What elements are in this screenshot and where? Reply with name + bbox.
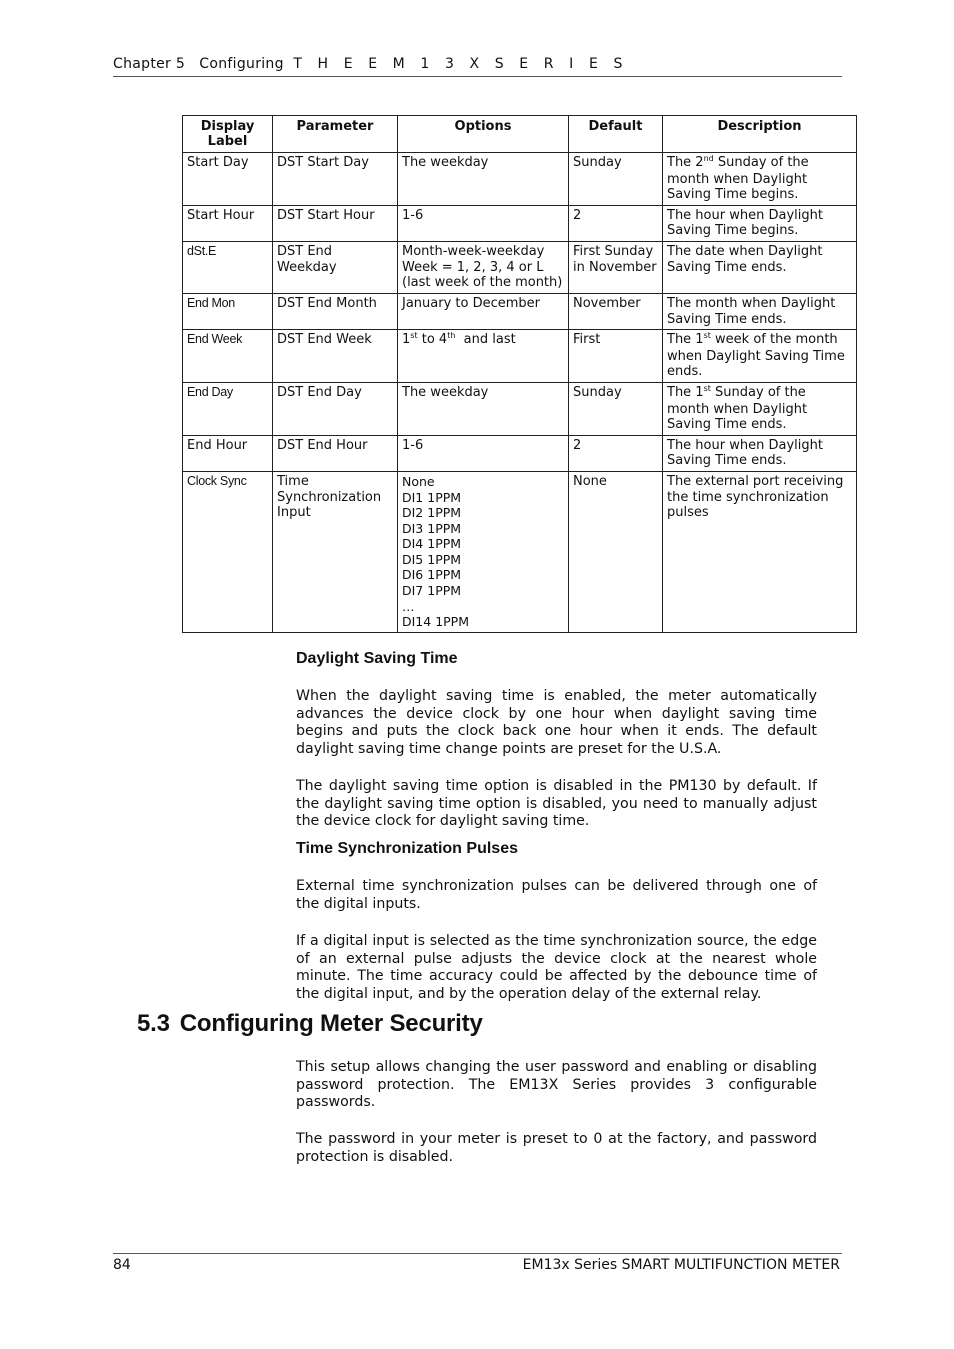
tsp-paragraph-2: If a digital input is selected as the time synchronization source, the edge of an external pulse adjusts the device clock at the nearest whole minute. The time accuracy could be affected by the debounce time of the digital input, and by the operation delay of the external relay. xyxy=(296,933,817,1002)
cell-parameter: Time Synchronization Input xyxy=(273,471,398,632)
cell-default: First Sunday in November xyxy=(569,241,663,293)
table-row xyxy=(183,330,857,383)
cell-options: 1-6 xyxy=(398,435,569,471)
desc-superscript: st xyxy=(703,331,711,341)
header-description: Description xyxy=(663,116,857,153)
cell-description xyxy=(663,153,857,206)
desc-text: The 1 xyxy=(667,332,704,348)
chapter-title-prefix: Configuring xyxy=(199,56,284,72)
cell-label: End Week xyxy=(183,330,273,383)
table-row xyxy=(183,241,857,293)
cell-description: The hour when Daylight Saving Time begins. xyxy=(663,205,857,241)
header-default: Default xyxy=(569,116,663,153)
section-number: 5.3 xyxy=(137,1010,170,1037)
options-superscript: th xyxy=(447,331,456,341)
cell-parameter: DST End Month xyxy=(273,293,398,329)
desc-superscript: nd xyxy=(703,154,714,163)
table-row xyxy=(183,382,857,435)
cell-default: Sunday xyxy=(569,382,663,435)
table-row xyxy=(183,435,857,471)
cell-label: Clock Sync xyxy=(183,471,273,632)
table-row xyxy=(183,205,857,241)
cell-options xyxy=(398,330,569,383)
header-options: Options xyxy=(398,116,569,153)
section-title: Configuring Meter Security xyxy=(179,1010,483,1037)
security-paragraph-1: This setup allows changing the user password and enabling or disabling password protection. The EM13X Series provides 3 configurable passwords. xyxy=(296,1059,817,1111)
dst-heading: Daylight Saving Time xyxy=(296,650,458,667)
table-header-row xyxy=(183,116,857,153)
cell-default: November xyxy=(569,293,663,329)
cell-parameter: DST End Day xyxy=(273,382,398,435)
desc-text: Sunday of the month when Daylight Saving Time begins. xyxy=(667,155,809,203)
table-row xyxy=(183,293,857,329)
cell-default: 2 xyxy=(569,435,663,471)
cell-parameter: DST End Weekday xyxy=(273,241,398,293)
table-row xyxy=(183,471,857,632)
cell-options: Month-week-weekday Week = 1, 2, 3, 4 or L (last week of the month) xyxy=(398,241,569,293)
cell-parameter: DST Start Hour xyxy=(273,205,398,241)
cell-default: 2 xyxy=(569,205,663,241)
footer-doc-title: EM13x Series SMART MULTIFUNCTION METER xyxy=(522,1257,840,1273)
section-heading xyxy=(137,1010,483,1038)
cell-label: End Hour xyxy=(183,435,273,471)
options-text: and last xyxy=(455,332,516,348)
cell-options: 1-6 xyxy=(398,205,569,241)
tsp-heading: Time Synchronization Pulses xyxy=(296,840,518,857)
cell-label: End Day xyxy=(183,382,273,435)
dst-paragraph-2: The daylight saving time option is disabled in the PM130 by default. If the daylight saving time option is disabled, you need to manually adjust the device clock for daylight saving time. xyxy=(296,778,817,830)
chapter-title xyxy=(113,56,628,72)
cell-description xyxy=(663,330,857,383)
dst-paragraph-1: When the daylight saving time is enabled, the meter automatically advances the device clock by one hour when daylight saving time begins and puts the clock back one hour when it ends. The default daylight saving time change points are preset for the U.S.A. xyxy=(296,688,817,757)
dst-parameters-table xyxy=(182,115,857,633)
desc-text: The 2 xyxy=(667,155,704,170)
desc-text: Sunday of the month when Daylight Saving Time ends. xyxy=(667,384,808,433)
header-display-label: Display Label xyxy=(183,116,273,153)
options-text: to 4 xyxy=(417,332,448,348)
cell-options: None DI1 1PPM DI2 1PPM DI3 1PPM DI4 1PPM DI5 1PPM DI6 1PPM DI7 1PPM … DI14 1PPM xyxy=(398,471,569,632)
cell-description xyxy=(663,382,857,435)
cell-description: The date when Daylight Saving Time ends. xyxy=(663,241,857,293)
tsp-paragraph-1: External time synchronization pulses can be delivered through one of the digital inputs. xyxy=(296,878,817,912)
page-footer xyxy=(113,1253,842,1276)
cell-default: None xyxy=(569,471,663,632)
cell-default: First xyxy=(569,330,663,383)
cell-options: The weekday xyxy=(398,153,569,206)
cell-options: January to December xyxy=(398,293,569,329)
table-row xyxy=(183,153,857,206)
chapter-title-spaced: T H E E M 1 3 X S E R I E S xyxy=(293,56,628,72)
header-parameter: Parameter xyxy=(273,116,398,153)
cell-label: dSt.E xyxy=(183,241,273,293)
cell-label: Start Hour xyxy=(183,205,273,241)
cell-parameter: DST End Hour xyxy=(273,435,398,471)
desc-text: week of the month when Daylight Saving Time ends. xyxy=(667,332,845,380)
cell-description: The hour when Daylight Saving Time ends. xyxy=(663,435,857,471)
chapter-number: Chapter 5 xyxy=(113,56,186,72)
security-paragraph-2: The password in your meter is preset to 0 at the factory, and password protection is disabled. xyxy=(296,1131,817,1165)
desc-text: The 1 xyxy=(667,384,704,400)
page-header xyxy=(113,56,842,77)
options-superscript: st xyxy=(410,331,418,341)
cell-description: The month when Daylight Saving Time ends. xyxy=(663,293,857,329)
cell-label: End Mon xyxy=(183,293,273,329)
cell-label: Start Day xyxy=(183,153,273,206)
cell-parameter: DST End Week xyxy=(273,330,398,383)
desc-superscript: st xyxy=(703,383,711,393)
cell-parameter: DST Start Day xyxy=(273,153,398,206)
cell-options: The weekday xyxy=(398,382,569,435)
cell-description: The external port receiving the time synchronization pulses xyxy=(663,471,857,632)
options-text: 1 xyxy=(402,332,411,348)
page-number: 84 xyxy=(113,1257,131,1273)
cell-default: Sunday xyxy=(569,153,663,206)
